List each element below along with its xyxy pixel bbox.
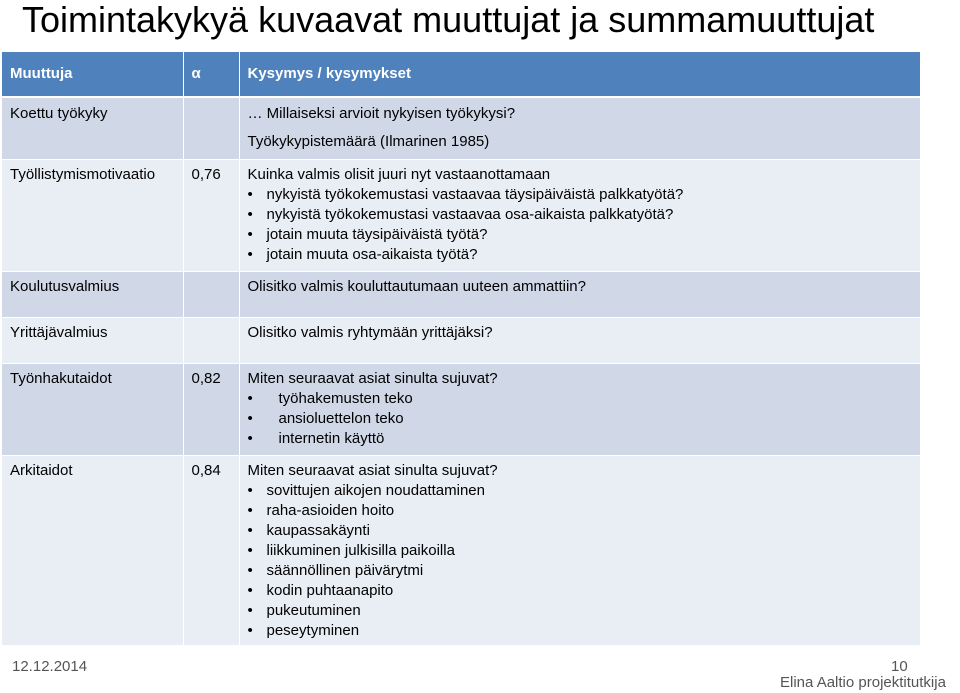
list-item: • ansioluettelon teko: [248, 409, 913, 429]
cell-alpha: [183, 317, 239, 363]
question-line: Olisitko valmis ryhtymään yrittäjäksi?: [247, 323, 493, 341]
cell-questions: [239, 271, 920, 317]
list-item: • säännöllinen päivärytmi: [248, 561, 913, 581]
table-row: [2, 159, 920, 271]
question-line: Miten seuraavat asiat sinulta sujuvat?: [247, 369, 498, 387]
list-item: • sovittujen aikojen noudattaminen: [248, 481, 913, 501]
list-item: • raha-asioiden hoito: [248, 501, 913, 521]
table-row: [2, 317, 920, 363]
cell-variable: Työnhakutaidot: [2, 363, 183, 455]
cell-variable: Koulutusvalmius: [2, 271, 183, 317]
list-item: • peseytyminen: [248, 621, 913, 641]
question-line: Olisitko valmis kouluttautumaan uuteen ammattiin?: [247, 277, 586, 295]
header-alpha: α: [183, 52, 239, 97]
question-line: Työkykypistemäärä (Ilmarinen 1985): [247, 133, 490, 150]
cell-questions: [239, 317, 920, 363]
footer-date: 12.12.2014: [12, 658, 88, 675]
list-item: • kodin puhtaanapito: [248, 581, 913, 601]
variables-table: [2, 52, 920, 646]
cell-variable: Koettu työkyky: [2, 97, 183, 159]
table-row: [2, 271, 920, 317]
list-item: • jotain muuta täysipäiväistä työtä?: [248, 225, 913, 245]
cell-alpha: 0,84: [183, 455, 239, 645]
cell-questions: [239, 363, 920, 455]
cell-questions: [239, 455, 920, 645]
question-line: … Millaiseksi arvioit nykyisen työkykysi?: [247, 105, 516, 122]
table-row: [2, 363, 920, 455]
header-questions: Kysymys / kysymykset: [239, 52, 920, 97]
list-item: • kaupassakäynti: [248, 521, 913, 541]
cell-variable: Arkitaidot: [2, 455, 183, 645]
list-item: • internetin käyttö: [248, 429, 913, 449]
list-item: • liikkuminen julkisilla paikoilla: [248, 541, 913, 561]
question-line: Miten seuraavat asiat sinulta sujuvat?: [247, 461, 498, 479]
table-row: [2, 97, 920, 159]
cell-questions: [239, 159, 920, 271]
list-item: • pukeutuminen: [248, 601, 913, 621]
cell-alpha: 0,76: [183, 159, 239, 271]
cell-questions: [239, 97, 920, 159]
slide-title: Toimintakykyä kuvaavat muuttujat ja summamuuttujat: [22, 0, 875, 40]
cell-alpha: [183, 97, 239, 159]
list-item: • nykyistä työkokemustasi vastaavaa täysipäiväistä palkkatyötä?: [248, 185, 913, 205]
list-item: • työhakemusten teko: [248, 389, 913, 409]
header-variable: Muuttuja: [2, 52, 183, 97]
cell-variable: Yrittäjävalmius: [2, 317, 183, 363]
table-header-row: [2, 52, 920, 97]
cell-alpha: [183, 271, 239, 317]
footer-author: Elina Aaltio projektitutkija: [780, 674, 946, 691]
question-line: Kuinka valmis olisit juuri nyt vastaanottamaan: [247, 165, 551, 183]
list-item: • jotain muuta osa-aikaista työtä?: [248, 245, 913, 265]
cell-alpha: 0,82: [183, 363, 239, 455]
table-row: [2, 455, 920, 645]
page-number: 10: [891, 658, 908, 675]
list-item: • nykyistä työkokemustasi vastaavaa osa-aikaista palkkatyötä?: [248, 205, 913, 225]
cell-variable: Työllistymismotivaatio: [2, 159, 183, 271]
